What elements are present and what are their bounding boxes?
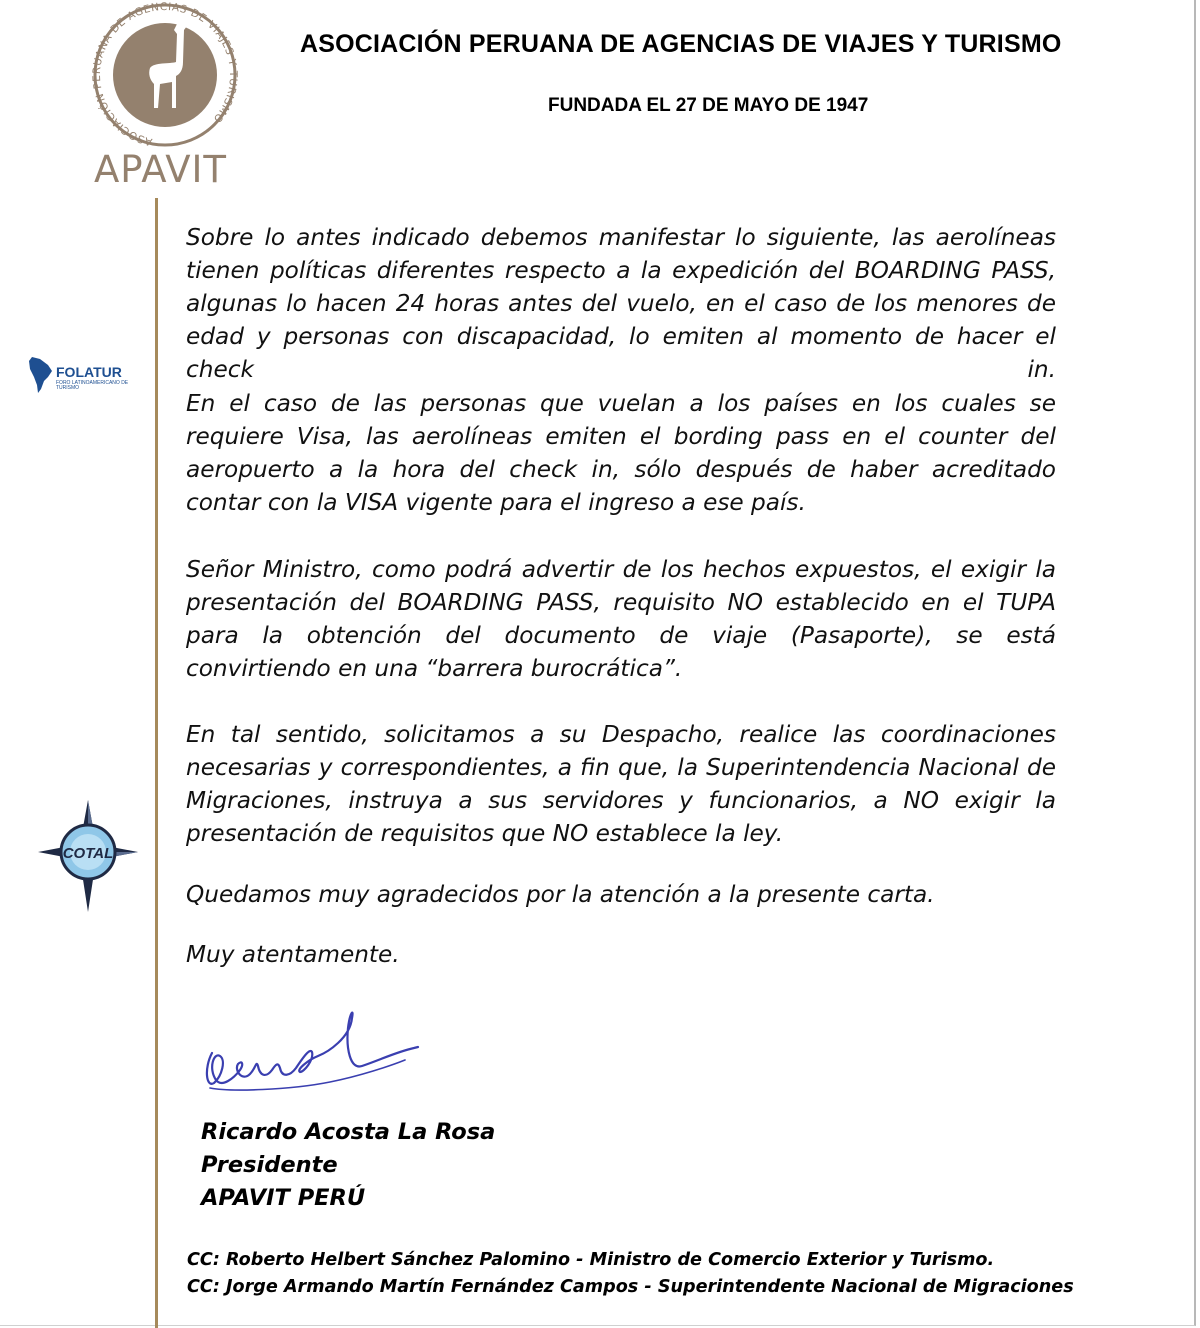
paragraph-3-block: [186, 553, 1056, 685]
paragraph-4-block: [186, 718, 1056, 850]
handwritten-signature: [200, 1008, 420, 1113]
cotal-name: COTAL: [62, 845, 114, 862]
folatur-name: FOLATUR: [56, 364, 122, 380]
folatur-subtitle: FORO LATINOAMERICANO DE TURISMO: [56, 380, 129, 391]
signer-name: Ricardo Acosta La Rosa: [201, 1119, 496, 1145]
compass-star-icon: [38, 800, 138, 912]
founded-date: FUNDADA EL 27 DE MAYO DE 1947: [548, 95, 869, 116]
paragraph-1: Sobre lo antes indicado debemos manifestar lo siguiente, las aerolíneas tienen políticas diferentes respecto a la expedición del BOARDING PASS, algunas lo hacen 24 horas antes del vuelo, en el caso de los menores de edad y personas con discapacidad, lo emiten al momento de hacer el check in.: [186, 224, 1056, 383]
cotal-logo: [38, 800, 138, 912]
paragraph-5-block: [186, 878, 1056, 911]
closing-salutation: Muy atentamente.: [186, 941, 400, 968]
folatur-logo: [26, 355, 146, 395]
paragraph-4: En tal sentido, solicitamos a su Despacho, realice las coordinaciones necesarias y correspondientes, a fin que, la Superintendencia Nacional de Migraciones, instruya a sus servidores y funcionarios, a NO exigir la presentación de requisitos que NO establece la ley.: [186, 721, 1056, 847]
llama-seal-icon: [80, 0, 250, 150]
left-vertical-rule: [155, 198, 158, 1328]
paragraph-2: En el caso de las personas que vuelan a los países en los cuales se requiere Visa, las aerolíneas emiten el bording pass en el counter del aeropuerto a la hora del check in, sólo después de haber acreditado contar con la VISA vigente para el ingreso a ese país.: [186, 390, 1056, 516]
paragraph-3: Señor Ministro, como podrá advertir de los hechos expuestos, el exigir la presentación del BOARDING PASS, requisito NO establecido en el TUPA para la obtención del documento de viaje (Pasaporte), se está convirtiendo en una “barrera burocrática”.: [186, 556, 1056, 682]
cc-line-2: CC: Jorge Armando Martín Fernández Campos - Superintendente Nacional de Migraciones: [187, 1277, 1074, 1297]
paragraph-6-block: [186, 938, 1056, 971]
logo-ring-text: ASOCIACIÓN PERUANA DE AGENCIAS DE VIAJES Y TURISMO: [90, 0, 240, 148]
south-america-map-icon: [26, 355, 56, 395]
org-title: ASOCIACIÓN PERUANA DE AGENCIAS DE VIAJES Y TURISMO: [300, 30, 1062, 58]
signer-org: APAVIT PERÚ: [201, 1185, 366, 1211]
cc-line-1: CC: Roberto Helbert Sánchez Palomino - Ministro de Comercio Exterior y Turismo.: [187, 1250, 995, 1270]
paragraph-1-block: [186, 221, 1056, 386]
paragraph-5: Quedamos muy agradecidos por la atención a la presente carta.: [186, 881, 935, 908]
signer-role: Presidente: [201, 1152, 338, 1178]
paragraph-2-block: [186, 387, 1056, 519]
logo-wordmark: APAVIT: [94, 148, 228, 191]
signer-block: [201, 1116, 495, 1215]
